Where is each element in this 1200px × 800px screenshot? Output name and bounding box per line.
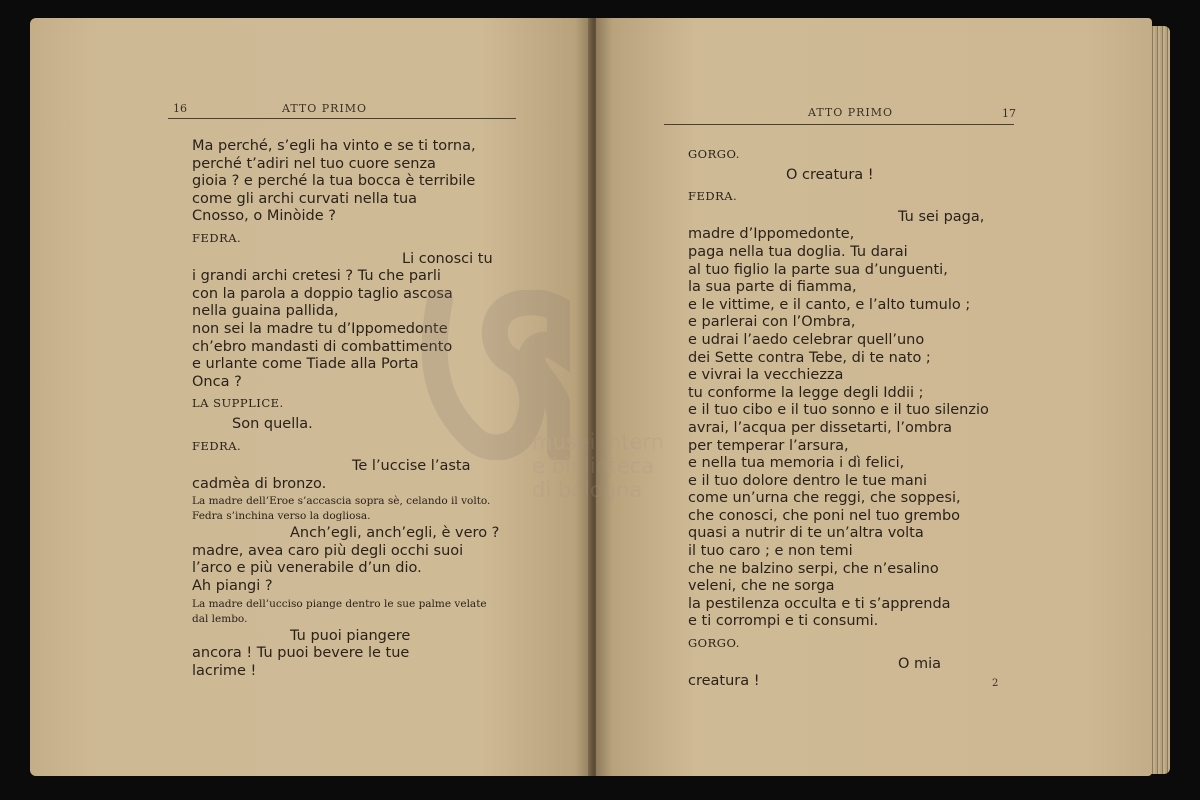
- verse-line: Anch’egli, anch’egli, è vero ?: [290, 525, 500, 542]
- verse-line: lacrime !: [192, 662, 257, 679]
- verse-line: con la parola a doppio taglio ascosa: [192, 285, 453, 302]
- speaker-label: GORGO.: [688, 147, 740, 161]
- verse-line: non sei la madre tu d’Ippomedonte: [192, 320, 448, 337]
- verse-line: Cnosso, o Minòide ?: [192, 208, 336, 225]
- verse-line: Ma perché, s’egli ha vinto e se ti torna,: [192, 138, 476, 154]
- verse-line: Te l’uccise l’asta: [352, 458, 471, 475]
- verse-line: madre, avea caro più degli occhi suoi: [192, 542, 464, 559]
- stage-direction: Fedra s’inchina verso la dogliosa.: [192, 510, 371, 523]
- verse-line: come gli archi curvati nella tua: [192, 190, 418, 207]
- verse-line: e parlerai con l’Ombra,: [688, 314, 856, 331]
- verse-line: cadmèa di bronzo.: [192, 475, 327, 492]
- speaker-label: FEDRA.: [192, 230, 242, 245]
- verse-line: e il tuo dolore dentro le tue mani: [688, 472, 928, 489]
- verse-line: Ah piangi ?: [192, 578, 273, 595]
- verse-line: nella guaina pallida,: [192, 303, 339, 320]
- verse-line: avrai, l’acqua per dissetarti, l’ombra: [688, 419, 953, 436]
- watermark-text: [532, 430, 664, 502]
- verse-line: la sua parte di fiamma,: [688, 279, 857, 296]
- verse-line: e udrai l’aedo celebrar quell’uno: [688, 331, 925, 348]
- verse-line: che ne balzino serpi, che n’esalino: [688, 560, 939, 577]
- left-running-head: ATTO PRIMO: [282, 102, 368, 115]
- stage-direction: dal lembo.: [192, 612, 248, 625]
- verse-line: Son quella.: [232, 415, 313, 432]
- verse-line: tu conforme la legge degli Iddii ;: [688, 384, 924, 401]
- verse-line: e nella tua memoria i dì felici,: [688, 455, 905, 472]
- left-page-number: 16: [173, 102, 187, 115]
- verse-line: paga nella tua doglia. Tu darai: [688, 243, 908, 260]
- verse-line: veleni, che ne sorga: [688, 578, 835, 595]
- verse-line: e ti corrompi e ti consumi.: [688, 613, 879, 630]
- speaker-label: FEDRA.: [192, 438, 242, 453]
- verse-line: come un’urna che reggi, che soppesi,: [688, 490, 961, 507]
- verse-line: ch’ebro mandasti di combattimento: [192, 338, 453, 355]
- right-page-number: 17: [1002, 107, 1016, 120]
- watermark-line-2: e biblioteca: [532, 454, 655, 478]
- verse-line: e urlante come Tiade alla Porta: [192, 356, 419, 373]
- watermark-line-3: di bologna: [532, 478, 643, 502]
- right-header-rule: [664, 124, 1014, 125]
- verse-line: gioia ? e perché la tua bocca è terribile: [192, 173, 476, 190]
- verse-line: creatura !: [688, 673, 760, 690]
- verse-line: Onca ?: [192, 373, 242, 390]
- verse-line: ancora ! Tu puoi bevere le tue: [192, 645, 410, 662]
- speaker-label: GORGO.: [688, 636, 740, 651]
- verse-line: Tu sei paga,: [898, 208, 985, 225]
- signature-mark: 2: [992, 678, 999, 689]
- verse-line: e vivrai la vecchiezza: [688, 367, 844, 384]
- stage-direction: La madre dell’ucciso piange dentro le sue palme velate: [192, 597, 487, 610]
- stage-direction: La madre dell’Eroe s’accascia sopra sè, celando il volto.: [192, 495, 491, 508]
- verse-line: dei Sette contra Tebe, di te nato ;: [688, 349, 931, 366]
- verse-line: e le vittime, e il canto, e l’alto tumulo ;: [688, 296, 971, 313]
- right-page-text: [688, 142, 1118, 691]
- verse-line: O creatura !: [786, 166, 874, 183]
- page-edges: [1150, 26, 1170, 774]
- verse-line: quasi a nutrir di te un’altra volta: [688, 525, 924, 542]
- speaker-label: FEDRA.: [688, 189, 738, 204]
- verse-line: O mia: [898, 655, 942, 672]
- museum-watermark: [420, 290, 680, 502]
- verse-line: l’arco e più venerabile d’un dio.: [192, 560, 422, 577]
- verse-line: perché t’adiri nel tuo cuore senza: [192, 155, 436, 172]
- verse-line: che conosci, che poni nel tuo grembo: [688, 507, 961, 524]
- verse-line: e il tuo cibo e il tuo sonno e il tuo silenzio: [688, 402, 989, 419]
- verse-line: per temperar l’arsura,: [688, 437, 849, 454]
- verse-line: Tu puoi piangere: [290, 627, 411, 644]
- verse-line: la pestilenza occulta e ti s’apprenda: [688, 595, 951, 612]
- speaker-label: LA SUPPLICE.: [192, 396, 284, 411]
- verse-line: Li conosci tu: [402, 250, 493, 267]
- verse-line: al tuo figlio la parte sua d’unguenti,: [688, 261, 948, 278]
- verse-line: madre d’Ippomedonte,: [688, 226, 855, 243]
- left-header-rule: [168, 118, 516, 119]
- watermark-line-1: musei intern: [532, 430, 665, 454]
- verse-line: i grandi archi cretesi ? Tu che parli: [192, 268, 441, 285]
- verse-line: il tuo caro ; e non temi: [688, 543, 853, 560]
- right-running-head: ATTO PRIMO: [808, 106, 894, 119]
